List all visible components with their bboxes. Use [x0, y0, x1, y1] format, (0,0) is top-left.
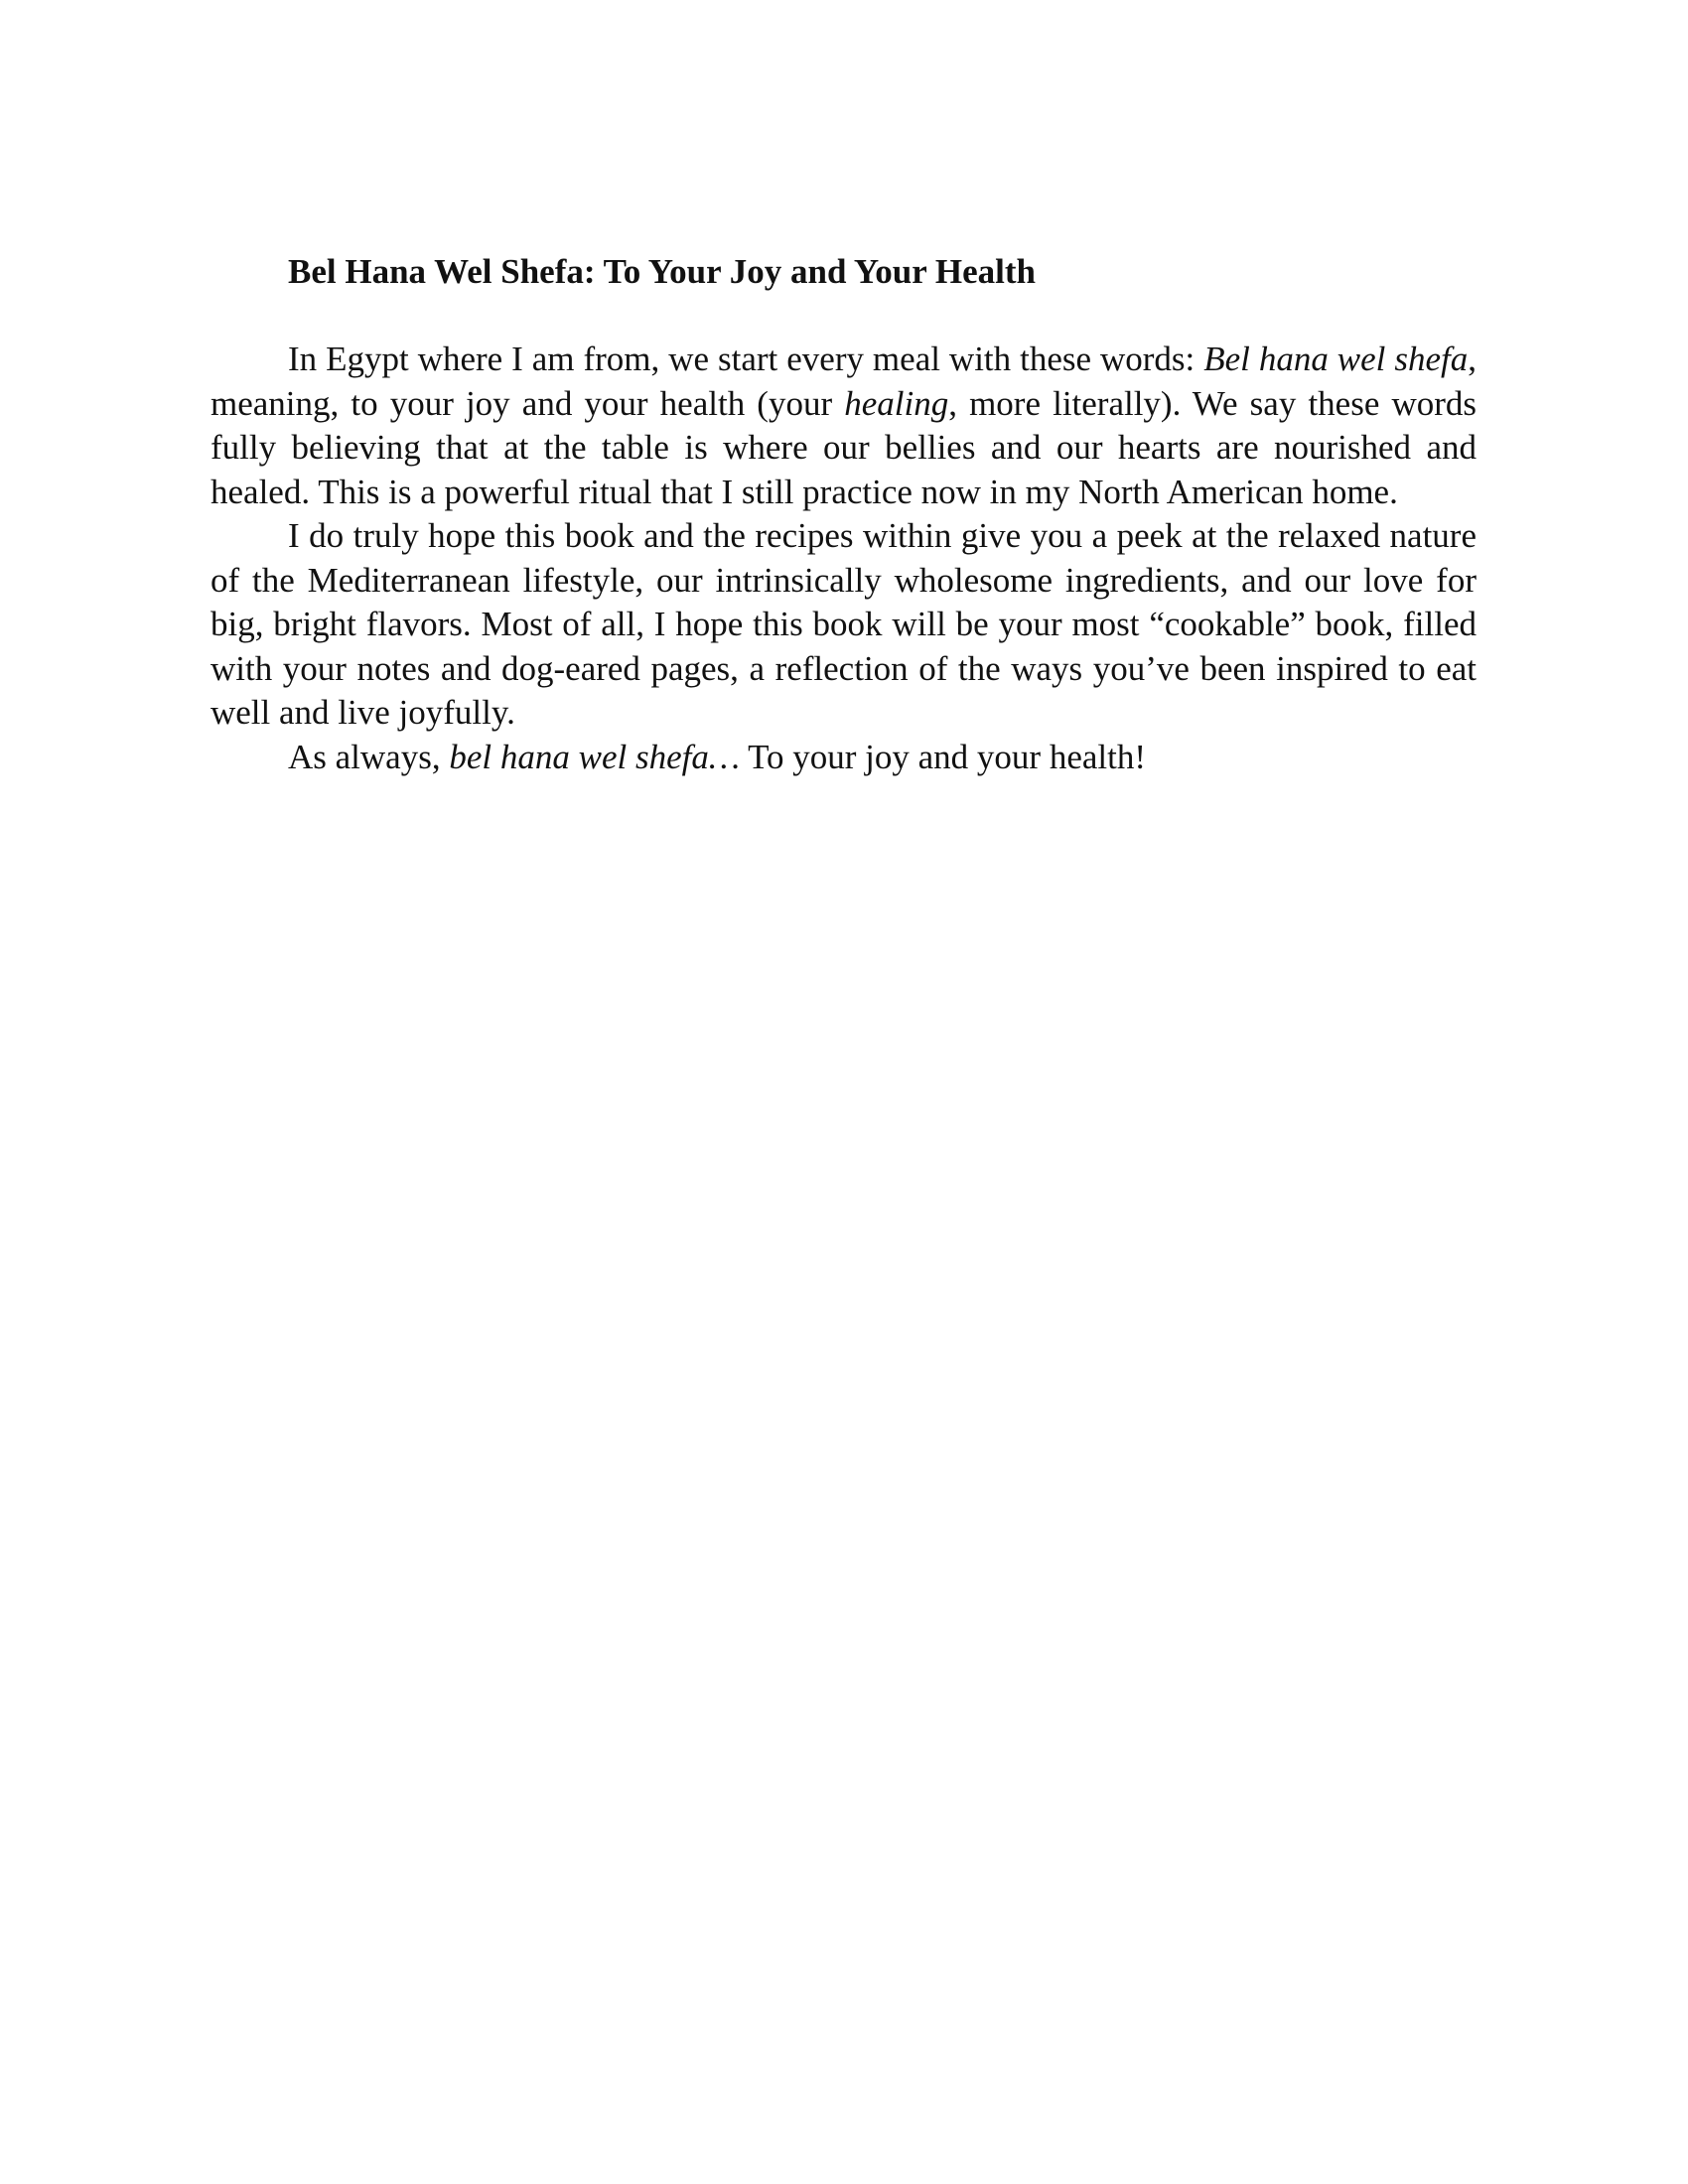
- paragraph-3: [211, 736, 1477, 780]
- paragraph-text: , more literally). We say these words fully believing that at the table is where our bellies and our hearts are nourished and healed. This is a powerful ritual that I still practice now in my North American home.: [211, 383, 1477, 511]
- italic-phrase: bel hana wel shefa…: [449, 737, 740, 776]
- page-heading: Bel Hana Wel Shefa: To Your Joy and Your Health: [288, 252, 1036, 291]
- paragraph-text: I do truly hope this book and the recipes within give you a peek at the relaxed nature of the Mediterranean lifestyle, our intrinsically wholesome ingredients, and our love for big, bright flavors. Most of all, I hope this book will be your most “cookable” book, filled with your notes and dog-eared pages, a reflection of the ways you’ve been inspired to eat well and live joyfully.: [211, 516, 1477, 732]
- body-text: [211, 338, 1477, 779]
- italic-word: healing: [844, 383, 949, 423]
- paragraph-text: In Egypt where I am from, we start every meal with these words:: [288, 340, 1204, 378]
- paragraph-text: To your joy and your health!: [739, 737, 1147, 776]
- paragraph-text: As always,: [288, 737, 450, 776]
- paragraph-1: [211, 338, 1477, 514]
- italic-phrase: Bel hana wel shefa: [1203, 340, 1469, 378]
- paragraph-text: , meaning, to your joy and your health (your: [211, 340, 1477, 423]
- paragraph-2: [211, 514, 1477, 736]
